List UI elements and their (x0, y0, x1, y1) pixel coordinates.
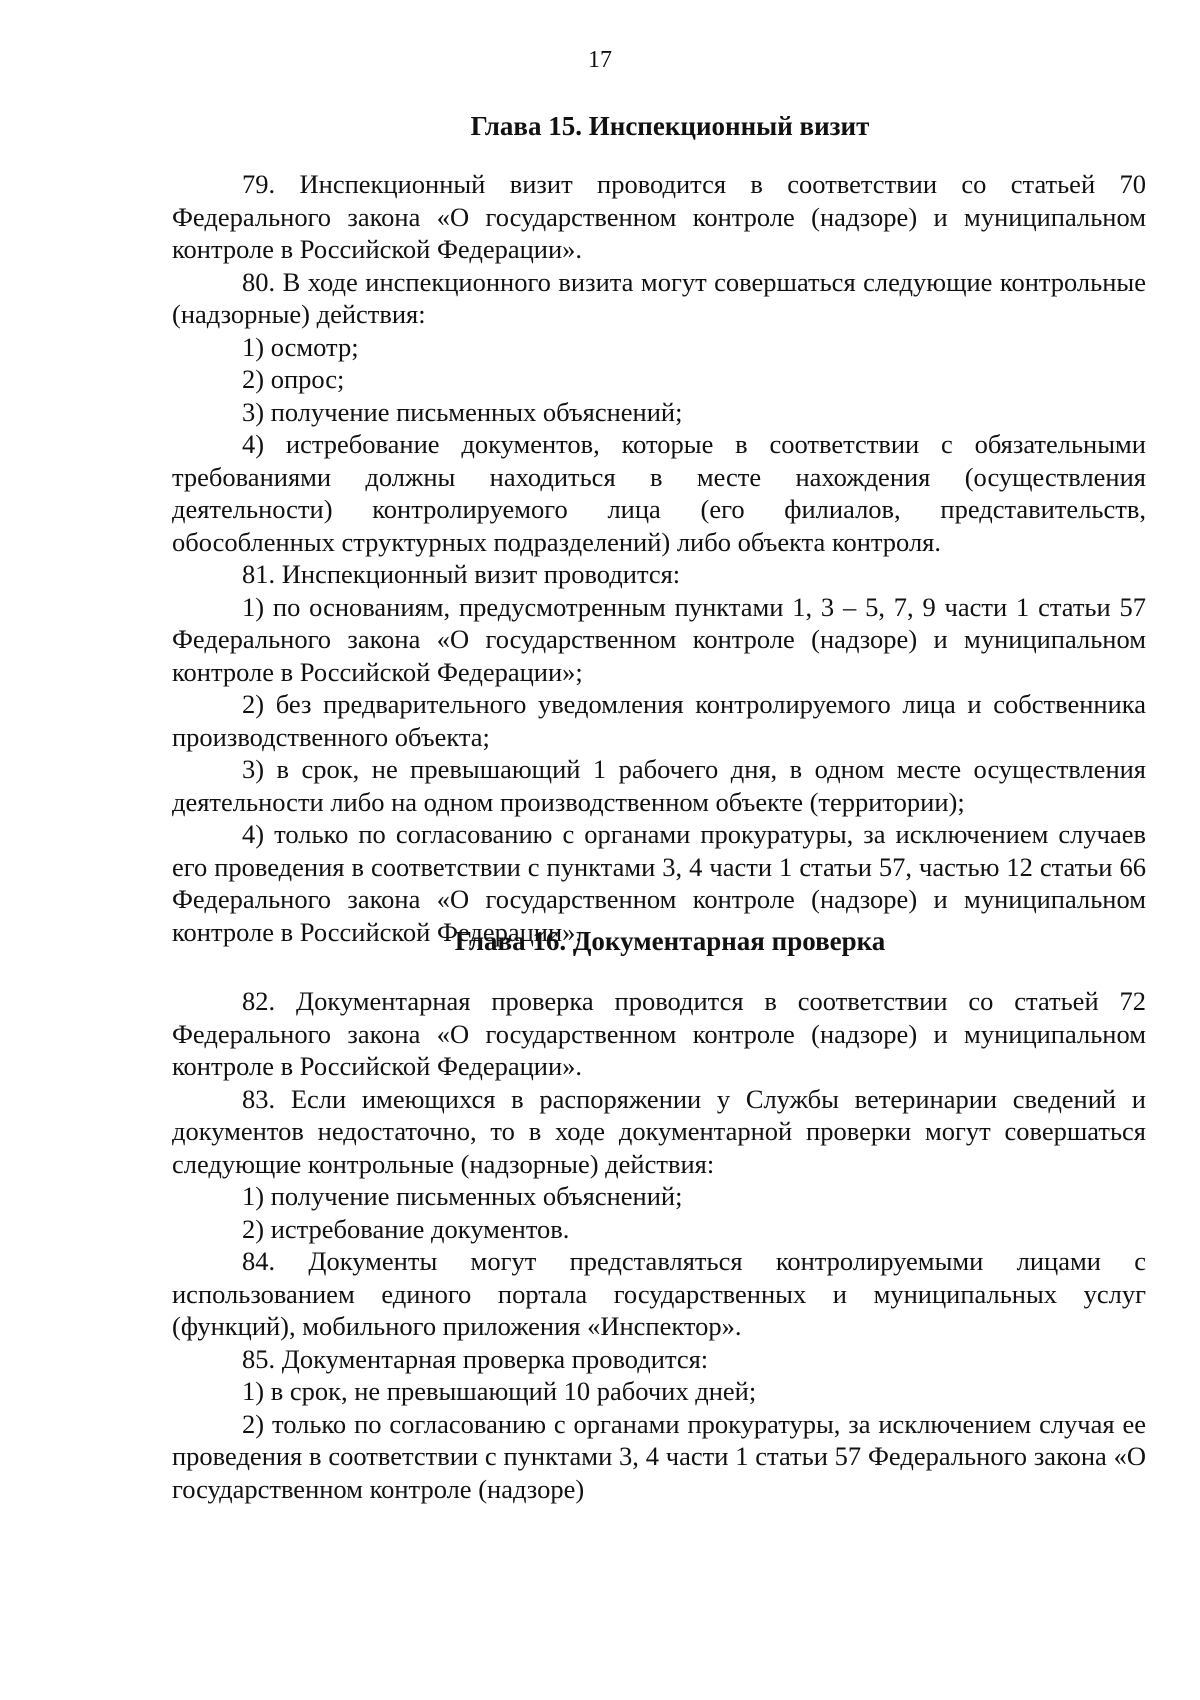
chapter-15-title: Глава 15. Инспекционный визит (470, 111, 870, 141)
list-item: 2) только по согласованию с органами прокуратуры, за исключением случая ее проведения в соответствии с пунктами 3, 4 части 1 статьи 57 Федерального закона «О государственном контроле (надзоре) (172, 1408, 1146, 1504)
list-item: 2) истребование документов. (242, 1213, 570, 1244)
paragraph-79: 79. Инспекционный визит проводится в соответствии со статьей 70 Федерального закона «О государственном контроле (надзоре) и муниципальном контроле в Российской Федерации». (172, 169, 1146, 264)
paragraph-84: 84. Документы могут представляться контролируемыми лицами с использованием единого портала государственных и муниципальных услуг (функций), мобильного приложения «Инспектор». (172, 1246, 1146, 1341)
list-item: 3) получение письменных объяснений; (242, 396, 683, 427)
paragraph-85: 85. Документарная проверка проводится: (242, 1343, 709, 1374)
list-item: 1) в срок, не превышающий 10 рабочих дней; (242, 1376, 757, 1406)
list-item: 1) по основаниям, предусмотренным пунктами 1, 3 – 5, 7, 9 части 1 статьи 57 Федерального закона «О государственном контроле (надзоре) и муниципальном контроле в Российской Федерации»; (172, 591, 1146, 687)
list-item: 1) осмотр; (242, 331, 359, 362)
paragraph-82: 82. Документарная проверка проводится в соответствии со статьей 72 Федерального закона «О государственном контроле (надзоре) и муниципальном контроле в Российской Федерации». (172, 986, 1146, 1081)
chapter-16-body (172, 985, 1146, 1505)
paragraph-81: 81. Инспекционный визит проводится: (242, 559, 681, 589)
page-number: 17 (588, 47, 612, 73)
list-item: 4) только по согласованию с органами прокуратуры, за исключением случаев его проведения в соответствии с пунктами 3, 4 части 1 статьи 57, частью 12 статьи 66 Федерального закона «О государственном контроле (надзоре) и муниципальном контроле в Российской Федерации». (172, 819, 1146, 947)
list-item: 2) без предварительного уведомления контролируемого лица и собственника производственного объекта; (172, 689, 1146, 752)
chapter-16-title: Глава 16. Документарная проверка (454, 926, 886, 956)
chapter-15-body (172, 168, 1146, 948)
paragraph-80: 80. В ходе инспекционного визита могут совершаться следующие контрольные (надзорные) действия: (172, 266, 1146, 329)
list-item: 4) истребование документов, которые в соответствии с обязательными требованиями должны находиться в месте нахождения (осуществления деятельности) контролируемого лица (его филиалов, представительств, обособленных структурных подразделений) либо объекта контроля. (172, 429, 1146, 557)
list-item: 3) в срок, не превышающий 1 рабочего дня, в одном месте осуществления деятельности либо на одном производственном объекте (территории); (172, 754, 1146, 817)
paragraph-83: 83. Если имеющихся в распоряжении у Службы ветеринарии сведений и документов недостаточно, то в ходе документарной проверки могут совершаться следующие контрольные (надзорные) действия: (172, 1083, 1146, 1179)
list-item: 2) опрос; (242, 364, 345, 394)
list-item: 1) получение письменных объяснений; (242, 1181, 683, 1211)
